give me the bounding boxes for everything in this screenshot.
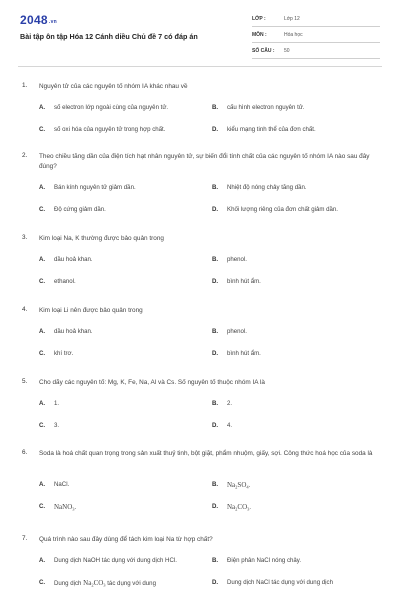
formula-subscript: 4: [246, 484, 249, 490]
answer-option[interactable]: [212, 104, 377, 122]
question-number: 4.: [22, 306, 28, 313]
option-key: A.: [39, 400, 46, 407]
document-title: Bài tập ôn tập Hóa 12 Cánh diều Chủ đề 7 có đáp án: [20, 32, 198, 41]
question-text: Soda là hoá chất quan trọng trong sản xuất thuỷ tinh, bột giặt, phẩm nhuộm, giấy, sợi. Công thức hoá học của soda là: [39, 450, 373, 457]
meta-row-count: [252, 45, 380, 59]
meta-value: Hóa học: [284, 32, 303, 38]
formula-part: .: [249, 504, 252, 511]
question-text: Nguyên tử của các nguyên tố nhóm IA khác nhau về: [39, 83, 188, 90]
answer-option[interactable]: [212, 126, 377, 144]
formula-subscript: 3: [247, 506, 250, 512]
formula-subscript: 2: [235, 484, 238, 490]
answer-option[interactable]: [39, 579, 204, 597]
answer-option[interactable]: [212, 400, 377, 418]
site-logo[interactable]: [20, 13, 57, 27]
meta-label: LỚP :: [252, 16, 266, 22]
meta-value: 50: [284, 48, 290, 54]
option-text: bình hút ẩm.: [227, 350, 261, 357]
option-key: A.: [39, 184, 46, 191]
option-key: D.: [212, 278, 219, 285]
option-key: C.: [39, 350, 46, 357]
option-key: C.: [39, 278, 46, 285]
answer-option[interactable]: [212, 557, 377, 575]
option-key: C.: [39, 579, 46, 586]
formula-part: .: [248, 482, 251, 489]
option-key: D.: [212, 503, 219, 510]
answer-option[interactable]: [39, 126, 204, 144]
option-key: A.: [39, 104, 46, 111]
option-key: B.: [212, 184, 219, 191]
option-key: B.: [212, 256, 219, 263]
formula-part: .: [74, 504, 77, 511]
option-text: 3.: [54, 422, 60, 429]
option-text: [54, 579, 204, 590]
option-key: D.: [212, 126, 219, 133]
option-key: D.: [212, 206, 219, 213]
meta-value: Lớp 12: [284, 16, 300, 22]
answer-option[interactable]: [39, 350, 204, 368]
option-text: Khối lượng riêng của đơn chất giảm dần.: [227, 206, 338, 213]
option-text: Nhiệt độ nóng chảy tăng dần.: [227, 184, 307, 191]
answer-option[interactable]: [39, 481, 204, 499]
header-divider: [18, 66, 382, 67]
option-text: [227, 481, 377, 492]
formula-part: Na: [83, 579, 92, 587]
question-number: 2.: [22, 152, 28, 159]
answer-option[interactable]: [39, 184, 204, 202]
question-number: 1.: [22, 82, 28, 89]
answer-option[interactable]: [212, 481, 377, 499]
answer-option[interactable]: [212, 503, 377, 521]
option-text: [227, 503, 377, 514]
option-text: Dung dịch NaCl tác dụng với dung dịch: [227, 579, 333, 586]
answer-option[interactable]: [212, 256, 377, 274]
question-number: 3.: [22, 234, 28, 241]
option-text: Độ cứng giảm dần.: [54, 206, 106, 213]
answer-option[interactable]: [212, 422, 377, 440]
question-text: Kim loại Na, K thường được bảo quản trong: [39, 235, 164, 242]
meta-row-subject: [252, 29, 380, 43]
formula-part: Dung dịch: [54, 580, 84, 587]
question-number: 6.: [22, 449, 28, 456]
answer-option[interactable]: [39, 400, 204, 418]
option-text: khí trơ.: [54, 350, 74, 357]
question-text: Cho dãy các nguyên tố: Mg, K, Fe, Na, Al và Cs. Số nguyên tố thuộc nhóm IA là: [39, 379, 265, 386]
answer-option[interactable]: [212, 184, 377, 202]
option-key: B.: [212, 481, 219, 488]
question-number: 5.: [22, 378, 28, 385]
option-text: bình hút ẩm.: [227, 278, 261, 285]
option-text: NaCl.: [54, 481, 70, 488]
option-key: B.: [212, 104, 219, 111]
option-text: dầu hoả khan.: [54, 328, 93, 335]
option-key: B.: [212, 328, 219, 335]
answer-option[interactable]: [212, 328, 377, 346]
formula-subscript: 3: [72, 506, 75, 512]
option-text: 4.: [227, 422, 233, 429]
answer-option[interactable]: [39, 206, 204, 224]
formula-part: tác dụng với dung: [105, 580, 156, 587]
answer-option[interactable]: [39, 422, 204, 440]
option-key: C.: [39, 126, 46, 133]
answer-option[interactable]: [212, 206, 377, 224]
option-text: 2.: [227, 400, 233, 407]
formula-subscript: 3: [103, 582, 106, 588]
formula-part: Na: [227, 481, 236, 489]
question-text: Kim loại Li nên được bảo quản trong: [39, 307, 143, 314]
option-key: C.: [39, 503, 46, 510]
option-key: B.: [212, 400, 219, 407]
option-key: A.: [39, 328, 46, 335]
option-text: phenol.: [227, 256, 247, 263]
answer-option[interactable]: [39, 278, 204, 296]
option-text: dầu hoả khan.: [54, 256, 93, 263]
meta-label: MÔN :: [252, 32, 267, 38]
document-header: [0, 0, 400, 64]
answer-option[interactable]: [212, 278, 377, 296]
option-text: số oxi hóa của nguyên tử trong hợp chất.: [54, 126, 166, 133]
option-text: Dung dịch NaOH tác dụng với dung dịch HCl.: [54, 557, 177, 564]
option-text: 1.: [54, 400, 60, 407]
option-key: A.: [39, 557, 46, 564]
option-text: số electron lớp ngoài cùng của nguyên tử.: [54, 104, 169, 111]
meta-label: SỐ CÂU :: [252, 48, 275, 54]
option-key: D.: [212, 422, 219, 429]
logo-suffix: .vn: [48, 19, 58, 25]
formula-part: NaNO: [54, 503, 73, 511]
option-text: cấu hình electron nguyên tử.: [227, 104, 305, 111]
option-key: D.: [212, 579, 219, 586]
logo-main: 2048: [20, 13, 48, 27]
answer-option[interactable]: [39, 256, 204, 274]
answer-option[interactable]: [212, 350, 377, 368]
option-text: Bán kính nguyên tử giảm dần.: [54, 184, 136, 191]
formula-part: SO: [237, 481, 247, 489]
option-text: phenol.: [227, 328, 247, 335]
option-text: Điện phân NaCl nóng chảy.: [227, 557, 302, 564]
answer-option[interactable]: [212, 579, 377, 597]
question-text: Quá trình nào sau đây dùng để tách kim loại Na từ hợp chất?: [39, 536, 213, 543]
formula-part: Na: [227, 503, 236, 511]
answer-option[interactable]: [39, 104, 204, 122]
option-key: A.: [39, 256, 46, 263]
option-key: C.: [39, 206, 46, 213]
option-text: kiểu mạng tinh thể của đơn chất.: [227, 126, 316, 133]
option-text: [54, 503, 204, 514]
formula-part: CO: [237, 503, 248, 511]
option-key: D.: [212, 350, 219, 357]
formula-subscript: 2: [91, 582, 94, 588]
meta-info: [252, 13, 380, 61]
formula-subscript: 2: [235, 506, 238, 512]
answer-option[interactable]: [39, 557, 204, 575]
option-key: B.: [212, 557, 219, 564]
answer-option[interactable]: [39, 503, 204, 521]
option-key: A.: [39, 481, 46, 488]
option-text: ethanol.: [54, 278, 76, 285]
question-number: 7.: [22, 535, 28, 542]
formula-part: CO: [93, 579, 104, 587]
option-key: C.: [39, 422, 46, 429]
meta-row-class: [252, 13, 380, 27]
answer-option[interactable]: [39, 328, 204, 346]
question-text: Theo chiều tăng dần của điện tích hạt nhân nguyên tử, sự biến đổi tính chất của các nguyên tố nhóm IA nào sau đây đúng?: [39, 153, 370, 170]
